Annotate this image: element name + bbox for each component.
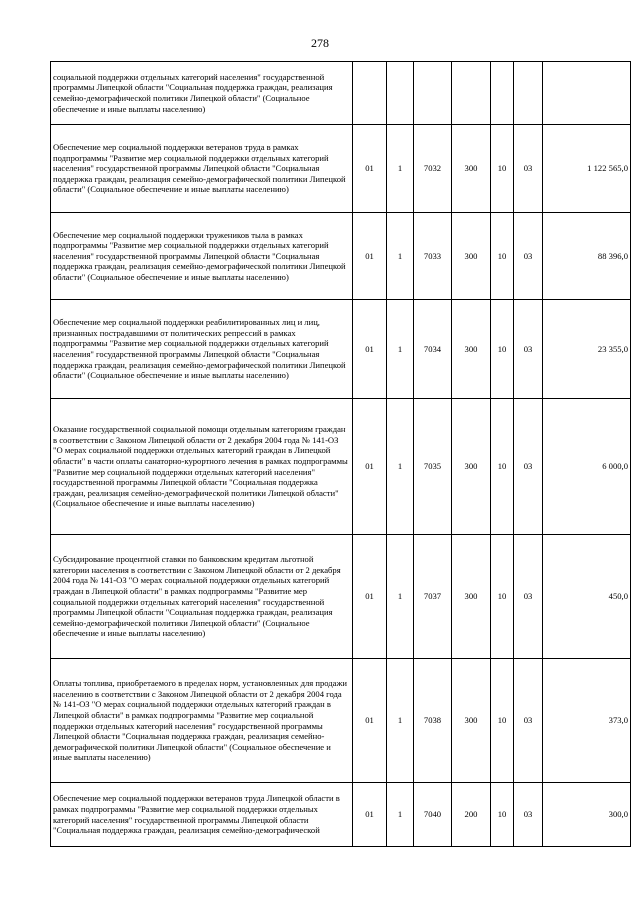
expense-type-cell: 300 bbox=[452, 535, 491, 659]
program-code-cell: 01 bbox=[353, 535, 387, 659]
row-description: Обеспечение мер социальной поддержки ветеранов труда в рамках подпрограммы "Развитие мер социальной поддержки отдельных категорий населения" государственной программы Липецкой области "Социальная поддержка граждан, реализация семейно-демографической политики Липецкой области" (Социальное обеспечение и иные выплаты населению) bbox=[51, 125, 353, 213]
section-cell: 10 bbox=[491, 300, 514, 399]
program-code-cell: 01 bbox=[353, 399, 387, 535]
subsection-cell: 03 bbox=[514, 300, 543, 399]
subsection-cell: 03 bbox=[514, 213, 543, 300]
section-cell: 10 bbox=[491, 213, 514, 300]
section-cell: 10 bbox=[491, 535, 514, 659]
amount-cell: 1 122 565,0 bbox=[543, 125, 631, 213]
table-row bbox=[51, 783, 631, 847]
row-description: Обеспечение мер социальной поддержки тружеников тыла в рамках подпрограммы "Развитие мер социальной поддержки отдельных категорий населения" государственной программы Липецкой области "Социальная поддержка граждан, реализация семейно-демографической политики Липецкой области" (Социальное обеспечение и иные выплаты населению) bbox=[51, 213, 353, 300]
direction-code-cell: 7035 bbox=[414, 399, 452, 535]
subsection-cell: 03 bbox=[514, 125, 543, 213]
expense-type-cell: 300 bbox=[452, 399, 491, 535]
subprogram-code-cell bbox=[387, 62, 414, 125]
table-row bbox=[51, 659, 631, 783]
amount-cell bbox=[543, 62, 631, 125]
program-code-cell: 01 bbox=[353, 659, 387, 783]
expense-type-cell: 300 bbox=[452, 659, 491, 783]
amount-cell: 373,0 bbox=[543, 659, 631, 783]
section-cell bbox=[491, 62, 514, 125]
table-row bbox=[51, 213, 631, 300]
direction-code-cell: 7037 bbox=[414, 535, 452, 659]
page-number: 278 bbox=[311, 36, 329, 50]
subprogram-code-cell: 1 bbox=[387, 125, 414, 213]
program-code-cell bbox=[353, 62, 387, 125]
expense-type-cell bbox=[452, 62, 491, 125]
subprogram-code-cell: 1 bbox=[387, 300, 414, 399]
subprogram-code-cell: 1 bbox=[387, 659, 414, 783]
program-code-cell: 01 bbox=[353, 125, 387, 213]
direction-code-cell bbox=[414, 62, 452, 125]
subsection-cell: 03 bbox=[514, 399, 543, 535]
program-code-cell: 01 bbox=[353, 300, 387, 399]
program-code-cell: 01 bbox=[353, 783, 387, 847]
amount-cell: 450,0 bbox=[543, 535, 631, 659]
amount-cell: 88 396,0 bbox=[543, 213, 631, 300]
table-row bbox=[51, 399, 631, 535]
table-row bbox=[51, 535, 631, 659]
direction-code-cell: 7033 bbox=[414, 213, 452, 300]
table-row bbox=[51, 62, 631, 125]
row-description: Оказание государственной социальной помощи отдельным категориям граждан в соответствии с Законом Липецкой области от 2 декабря 2004 года № 141-ОЗ "О мерах социальной поддержки отдельных категорий граждан в Липецкой области" в части оплаты санаторно-курортного лечения в рамках подпрограммы "Развитие мер социальной поддержки отдельных категорий населения" государственной программы Липецкой области "Социальная поддержка граждан, реализация семейно-демографической политики Липецкой области" (Социальное обеспечение и иные выплаты населению) bbox=[51, 399, 353, 535]
direction-code-cell: 7034 bbox=[414, 300, 452, 399]
subsection-cell: 03 bbox=[514, 783, 543, 847]
direction-code-cell: 7040 bbox=[414, 783, 452, 847]
subprogram-code-cell: 1 bbox=[387, 535, 414, 659]
section-cell: 10 bbox=[491, 783, 514, 847]
expense-type-cell: 300 bbox=[452, 300, 491, 399]
expense-type-cell: 200 bbox=[452, 783, 491, 847]
row-description: Обеспечение мер социальной поддержки реабилитированных лиц и лиц, признанных пострадавшими от политических репрессий в рамках подпрограммы "Развитие мер социальной поддержки отдельных категорий населения" государственной программы Липецкой области "Социальная поддержка граждан, реализация семейно-демографической политики Липецкой области" (Социальное обеспечение и иные выплаты населению) bbox=[51, 300, 353, 399]
subsection-cell: 03 bbox=[514, 535, 543, 659]
amount-cell: 6 000,0 bbox=[543, 399, 631, 535]
section-cell: 10 bbox=[491, 125, 514, 213]
subprogram-code-cell: 1 bbox=[387, 783, 414, 847]
table-row bbox=[51, 125, 631, 213]
budget-table bbox=[50, 61, 631, 847]
row-description: Оплаты топлива, приобретаемого в пределах норм, установленных для продажи населению в соответствии с Законом Липецкой области от 2 декабря 2004 года № 141-ОЗ "О мерах социальной поддержки отдельных категорий граждан в Липецкой области" в рамках подпрограммы "Развитие мер социальной поддержки отдельных категорий населения" государственной программы Липецкой области "Социальная поддержка граждан, реализация семейно-демографической политики Липецкой области" (Социальное обеспечение и иные выплаты населению) bbox=[51, 659, 353, 783]
direction-code-cell: 7032 bbox=[414, 125, 452, 213]
subsection-cell: 03 bbox=[514, 659, 543, 783]
table-row bbox=[51, 300, 631, 399]
expense-type-cell: 300 bbox=[452, 213, 491, 300]
section-cell: 10 bbox=[491, 659, 514, 783]
subsection-cell bbox=[514, 62, 543, 125]
row-description: Обеспечение мер социальной поддержки ветеранов труда Липецкой области в рамках подпрограммы "Развитие мер социальной поддержки отдельных категорий населения" государственной программы Липецкой области "Социальная поддержка граждан, реализация семейно-демографической bbox=[51, 783, 353, 847]
subprogram-code-cell: 1 bbox=[387, 399, 414, 535]
expense-type-cell: 300 bbox=[452, 125, 491, 213]
subprogram-code-cell: 1 bbox=[387, 213, 414, 300]
program-code-cell: 01 bbox=[353, 213, 387, 300]
row-description: социальной поддержки отдельных категорий населения" государственной программы Липецкой области "Социальная поддержка граждан, реализация семейно-демографической политики Липецкой области" (Социальное обеспечение и иные выплаты населению) bbox=[51, 62, 353, 125]
amount-cell: 23 355,0 bbox=[543, 300, 631, 399]
amount-cell: 300,0 bbox=[543, 783, 631, 847]
row-description: Субсидирование процентной ставки по банковским кредитам льготной категории населения в соответствии с Законом Липецкой области от 2 декабря 2004 года № 141-ОЗ "О мерах социальной поддержки отдельных категорий граждан в Липецкой области" в рамках подпрограммы "Развитие мер социальной поддержки отдельных категорий населения" государственной программы Липецкой области "Социальная поддержка граждан, реализация семейно-демографической политики Липецкой области" (Социальное обеспечение и иные выплаты населению) bbox=[51, 535, 353, 659]
direction-code-cell: 7038 bbox=[414, 659, 452, 783]
section-cell: 10 bbox=[491, 399, 514, 535]
